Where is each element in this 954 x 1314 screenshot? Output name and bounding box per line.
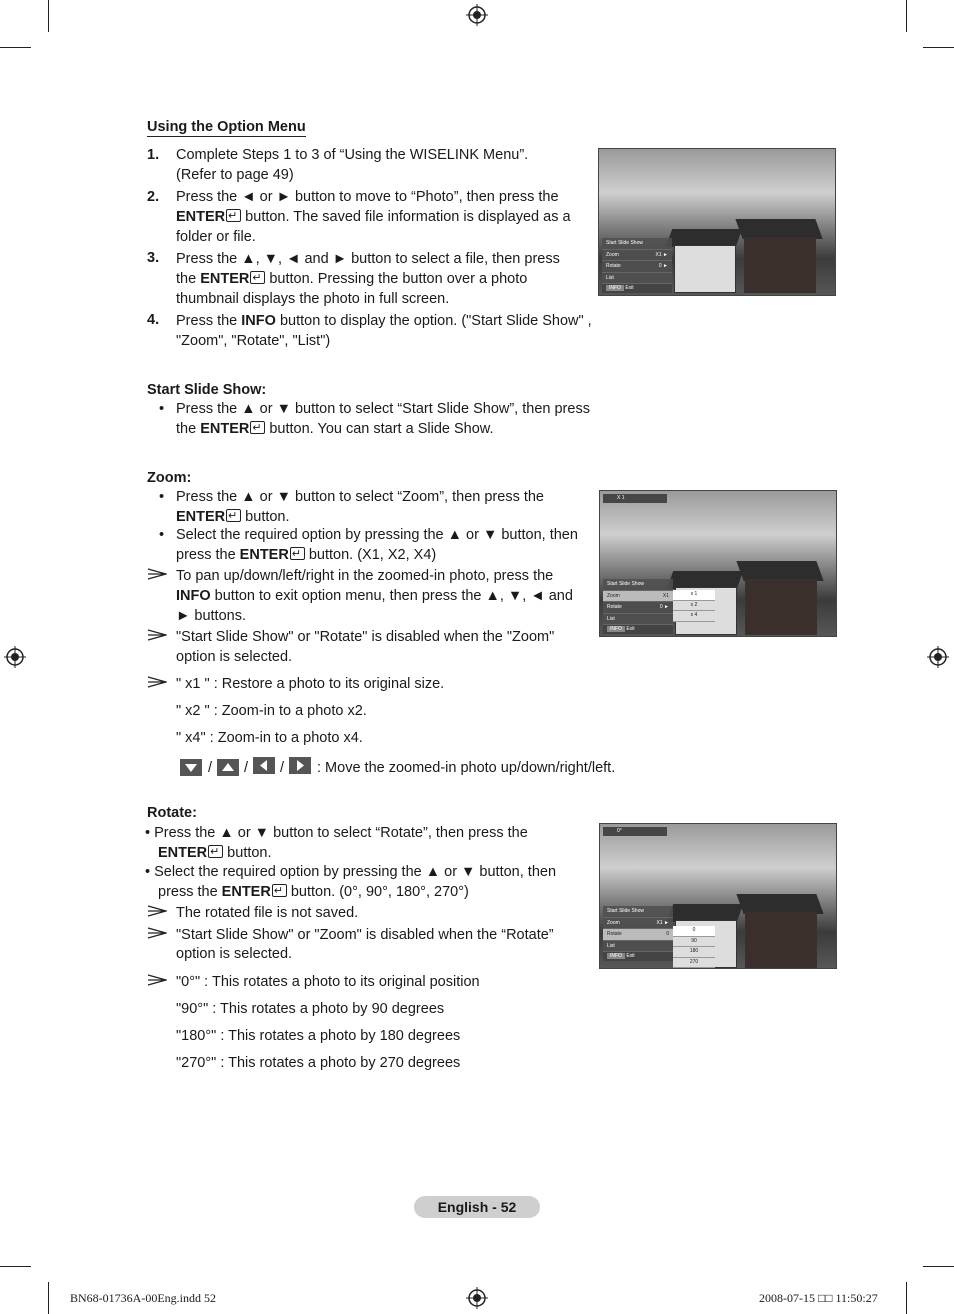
tv-zoom-submenu — [673, 590, 715, 622]
note-text: The rotated file is not saved. — [176, 905, 359, 921]
note-icon — [147, 629, 167, 641]
enter-icon — [208, 845, 223, 858]
tv-submenu-item: 270 — [673, 958, 715, 969]
body-text — [158, 882, 469, 902]
registration-mark-icon — [466, 4, 488, 26]
tv-menu-label: Zoom — [607, 592, 620, 599]
enter-label: ENTER — [158, 845, 208, 861]
page-title: Using the Option Menu — [147, 119, 306, 135]
tv-option-menu — [603, 579, 673, 634]
tv-option-menu — [603, 906, 673, 961]
body-text — [158, 843, 272, 863]
tv-screenshot-zoom — [599, 490, 837, 637]
step-text-rest: button. The saved file information is displayed as a — [241, 209, 571, 225]
tv-submenu-item: x 2 — [673, 601, 715, 612]
tv-zoom-value: X 1 — [617, 495, 625, 501]
up-arrow-icon — [217, 759, 239, 776]
tv-option-menu — [602, 238, 672, 293]
body-text: • Press the ▲ or ▼ button to select “Rotate”, then press the — [145, 825, 528, 841]
step-number: 4. — [147, 312, 160, 328]
step-text-rest: button to display the option. ("Start Slide Show" , — [275, 313, 592, 329]
step-text — [176, 269, 527, 289]
tv-menu-value: X1 — [662, 592, 669, 599]
step-number: 2. — [147, 189, 160, 205]
tv-menu-label: Start Slide Show — [607, 908, 644, 914]
slash: / — [208, 760, 213, 776]
note-text: option is selected. — [176, 649, 293, 665]
tv-zoom-indicator — [603, 494, 667, 503]
tv-menu-item — [603, 614, 673, 626]
tv-menu-label: List — [606, 274, 614, 281]
step-text — [176, 311, 592, 331]
crop-mark — [48, 1282, 49, 1314]
tv-rotate-value: 0° — [617, 828, 622, 834]
info-label: INFO — [176, 588, 211, 604]
enter-icon — [250, 271, 265, 284]
step-number: 1. — [147, 147, 160, 163]
tv-screenshot-option-menu — [598, 148, 836, 296]
tv-menu-label: List — [607, 615, 615, 622]
slash: / — [244, 760, 249, 776]
tv-menu-label: Zoom — [607, 919, 620, 926]
enter-label: ENTER — [176, 209, 226, 225]
crop-mark — [906, 0, 907, 32]
enter-icon — [290, 547, 305, 560]
tv-menu-value: X1 ► — [655, 251, 668, 258]
body-text — [176, 507, 290, 527]
body-text: Press the ▲ or ▼ button to select “Zoom”, then press the — [176, 489, 545, 505]
tv-menu-item — [603, 906, 673, 918]
house — [745, 579, 817, 635]
house — [744, 237, 816, 293]
tv-menu-footer — [603, 625, 673, 634]
house-roof — [736, 561, 823, 581]
enter-label: ENTER — [239, 547, 289, 563]
page-number-badge: English - 52 — [414, 1196, 540, 1218]
step-text: Press the ▲, ▼, ◄ and ► button to select a file, then press — [176, 251, 560, 267]
crop-mark — [906, 1282, 907, 1314]
tv-submenu-item: 180 — [673, 947, 715, 958]
crop-mark — [923, 47, 954, 48]
tv-menu-item — [603, 602, 673, 614]
note-text: "Start Slide Show" or "Rotate" is disabled when the "Zoom" — [176, 629, 555, 645]
registration-mark-icon — [4, 646, 26, 668]
tv-menu-item — [603, 918, 673, 930]
note-text — [176, 586, 573, 606]
tv-rotate-indicator — [603, 827, 667, 836]
bullet: • — [159, 401, 165, 417]
step-text: (Refer to page 49) — [176, 167, 294, 183]
tv-menu-footer — [603, 952, 673, 961]
step-text-pre: Press the — [176, 313, 242, 329]
enter-icon — [226, 209, 241, 222]
tv-rotate-submenu — [673, 926, 715, 968]
bullet: • — [159, 489, 165, 505]
tv-submenu-item: x 1 — [673, 590, 715, 601]
step-text: folder or file. — [176, 229, 256, 245]
text-rest: button. You can start a Slide Show. — [265, 421, 494, 437]
crop-mark — [48, 0, 49, 32]
text-pre: the — [176, 421, 201, 437]
tv-menu-item — [602, 273, 672, 285]
text-rest: button. — [241, 509, 290, 525]
enter-icon — [250, 421, 265, 434]
slash: / — [280, 760, 285, 776]
tv-menu-item — [602, 250, 672, 262]
tv-submenu-item: x 4 — [673, 611, 715, 622]
registration-mark-icon — [466, 1287, 488, 1309]
text-rest: button to exit option menu, then press the ▲, ▼, ◄ and — [210, 588, 573, 604]
crop-mark — [0, 1266, 31, 1267]
house — [745, 912, 817, 968]
house-roof — [735, 219, 822, 239]
tv-menu-label: Rotate — [607, 931, 622, 937]
step-text — [176, 207, 571, 227]
enter-label: ENTER — [176, 509, 226, 525]
crop-mark — [923, 1266, 954, 1267]
body-text: Select the required option by pressing the ▲ or ▼ button, then — [176, 527, 578, 543]
enter-label: ENTER — [200, 421, 250, 437]
text-rest: button. (X1, X2, X4) — [304, 547, 437, 563]
note-text: " x1 " : Restore a photo to its original size. — [176, 676, 445, 692]
note-text: : Move the zoomed-in photo up/down/right/left. — [317, 760, 616, 776]
section-heading-zoom: Zoom: — [147, 470, 192, 486]
house — [674, 245, 736, 293]
step-text-rest: button. Pressing the button over a photo — [265, 271, 528, 287]
right-arrow-icon — [289, 757, 311, 774]
crop-mark — [0, 47, 31, 48]
tv-exit-label: Exit — [626, 626, 635, 632]
note-text: " x2 " : Zoom-in to a photo x2. — [176, 703, 367, 719]
tv-info-label: INFO — [607, 626, 625, 632]
tv-info-label: INFO — [606, 285, 624, 291]
body-text — [176, 545, 436, 565]
note-icon — [147, 927, 167, 939]
enter-label: ENTER — [221, 884, 271, 900]
tv-menu-value: X1 ► — [656, 919, 669, 926]
text-pre: press the — [176, 547, 240, 563]
enter-icon — [226, 509, 241, 522]
tv-exit-label: Exit — [625, 285, 634, 291]
note-text: To pan up/down/left/right in the zoomed-in photo, press the — [176, 568, 554, 584]
step-text: Press the ◄ or ► button to move to “Photo”, then press the — [176, 189, 559, 205]
tv-submenu-item: 90 — [673, 937, 715, 948]
tv-screenshot-rotate — [599, 823, 837, 969]
bullet: • — [159, 527, 165, 543]
note-text: "0°" : This rotates a photo to its original position — [176, 974, 480, 990]
tv-menu-footer — [602, 284, 672, 293]
tv-menu-item — [603, 591, 673, 603]
note-icon — [147, 676, 167, 688]
tv-menu-label: Start Slide Show — [607, 581, 644, 587]
house-roof — [736, 894, 823, 914]
tv-menu-value: 0 ► — [658, 263, 668, 269]
info-label: INFO — [241, 313, 276, 329]
tv-menu-label: Zoom — [606, 251, 619, 258]
tv-menu-item — [602, 261, 672, 273]
note-text: ► buttons. — [176, 608, 246, 624]
tv-submenu-item: 0 — [673, 926, 715, 937]
note-icon — [147, 905, 167, 917]
body-text: Press the ▲ or ▼ button to select “Start Slide Show”, then press — [176, 401, 590, 417]
tv-menu-label: List — [607, 942, 615, 949]
step-text-pre: the — [176, 271, 201, 287]
down-arrow-icon — [180, 759, 202, 776]
note-text: "270°" : This rotates a photo by 270 degrees — [176, 1055, 461, 1071]
text-rest: button. (0°, 90°, 180°, 270°) — [286, 884, 469, 900]
tv-menu-item — [603, 929, 673, 941]
tv-menu-label: Start Slide Show — [606, 240, 643, 246]
note-icon — [147, 568, 167, 580]
tv-exit-label: Exit — [626, 953, 635, 959]
step-number: 3. — [147, 250, 160, 266]
tv-menu-value: 0 — [666, 931, 669, 937]
tv-menu-item — [602, 238, 672, 250]
note-text: "180°" : This rotates a photo by 180 degrees — [176, 1028, 461, 1044]
tv-menu-item — [603, 941, 673, 953]
tv-info-label: INFO — [607, 953, 625, 959]
tv-menu-label: Rotate — [606, 263, 621, 269]
note-icon — [147, 974, 167, 986]
note-text: option is selected. — [176, 946, 293, 962]
text-rest: button. — [223, 845, 272, 861]
step-text: thumbnail displays the photo in full screen. — [176, 291, 450, 307]
tv-menu-value: 0 ► — [659, 604, 669, 610]
body-text — [176, 419, 493, 439]
step-text: Complete Steps 1 to 3 of “Using the WISELINK Menu”. — [176, 147, 529, 163]
note-text: " x4" : Zoom-in to a photo x4. — [176, 730, 363, 746]
file-info: BN68-01736A-00Eng.indd 52 — [70, 1291, 216, 1305]
section-heading-slideshow: Start Slide Show: — [147, 382, 267, 398]
section-heading-rotate: Rotate: — [147, 805, 197, 821]
print-date: 2008-07-15 □□ 11:50:27 — [759, 1291, 878, 1305]
left-arrow-icon — [253, 757, 275, 774]
tv-menu-item — [603, 579, 673, 591]
note-text: "Start Slide Show" or "Zoom" is disabled when the “Rotate” — [176, 927, 554, 943]
note-text: "90°" : This rotates a photo by 90 degrees — [176, 1001, 445, 1017]
enter-icon — [272, 884, 287, 897]
enter-label: ENTER — [200, 271, 250, 287]
body-text: • Select the required option by pressing the ▲ or ▼ button, then — [145, 864, 557, 880]
step-text: "Zoom", "Rotate", "List") — [176, 333, 331, 349]
registration-mark-icon — [927, 646, 949, 668]
tv-menu-label: Rotate — [607, 604, 622, 610]
text-pre: press the — [158, 884, 222, 900]
